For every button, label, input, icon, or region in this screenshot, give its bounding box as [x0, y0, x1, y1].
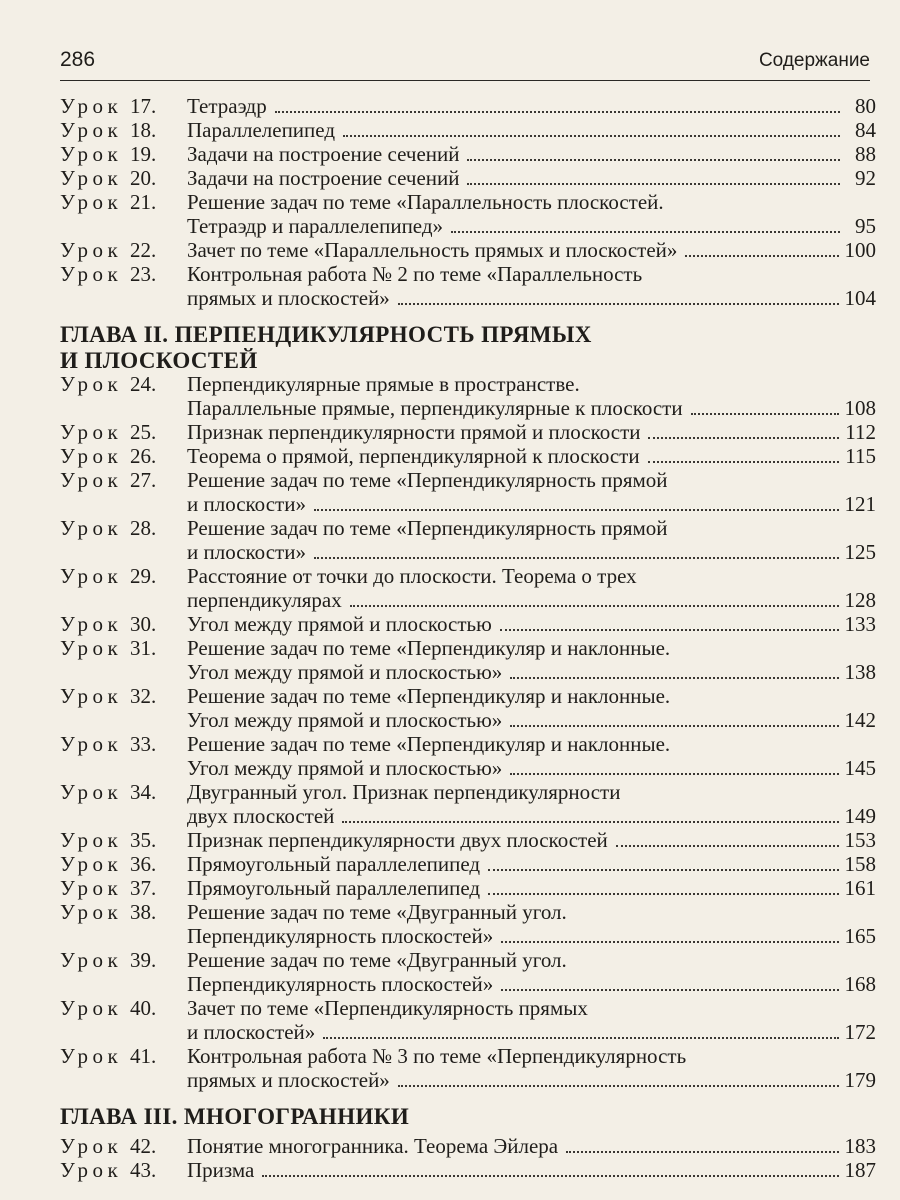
lesson-page: 179: [844, 1068, 876, 1092]
toc-entry: [60, 828, 876, 852]
lesson-title: Решение задач по теме «Двугранный угол.: [187, 948, 567, 972]
lesson-number: 27.: [130, 468, 157, 492]
lesson-label: Урок: [60, 1134, 123, 1158]
lesson-number: 23.: [130, 262, 157, 286]
lesson-page: 142: [844, 708, 876, 732]
chapter-heading-line: ГЛАВА III. МНОГОГРАННИКИ: [60, 1104, 410, 1129]
toc-entry-line: [60, 1068, 876, 1092]
toc-entry: [60, 684, 876, 732]
chapter-heading: [60, 1104, 876, 1134]
lesson-label: Урок: [60, 996, 123, 1020]
dot-leader: [691, 413, 839, 415]
lesson-number: 32.: [130, 684, 157, 708]
toc-entry-line: [60, 732, 876, 756]
lesson-number: 20.: [130, 166, 157, 190]
lesson-label: Урок: [60, 468, 123, 492]
toc-entry: [60, 996, 876, 1044]
toc-entry-line: [60, 238, 876, 262]
toc-entry: [60, 262, 876, 310]
toc-entry-line: [60, 1158, 876, 1182]
dot-leader: [314, 557, 839, 559]
toc-entry: [60, 190, 876, 238]
lesson-page: 165: [844, 924, 876, 948]
lesson-label: Урок: [60, 190, 123, 214]
toc-entry-line: [60, 852, 876, 876]
toc-entry: [60, 1134, 876, 1158]
toc-entry-line: [60, 142, 876, 166]
lesson-page: 128: [844, 588, 876, 612]
lesson-number: 21.: [130, 190, 157, 214]
toc-entry-line: [60, 516, 876, 540]
dot-leader: [398, 1085, 839, 1087]
lesson-page: 115: [845, 444, 876, 468]
lesson-title: Контрольная работа № 3 по теме «Перпендикулярность: [187, 1044, 687, 1068]
lesson-page: 133: [844, 612, 876, 636]
lesson-title: Тетраэдр: [187, 94, 267, 118]
lesson-page: 108: [844, 396, 876, 420]
lesson-title-continued: перпендикулярах: [187, 588, 342, 612]
lesson-title-continued: Перпендикулярность плоскостей»: [187, 924, 494, 948]
dot-leader: [648, 437, 839, 439]
chapter-heading: [60, 322, 876, 372]
lesson-number: 42.: [130, 1134, 157, 1158]
dot-leader: [275, 111, 840, 113]
lesson-number: 24.: [130, 372, 157, 396]
lesson-title: Решение задач по теме «Перпендикуляр и наклонные.: [187, 636, 671, 660]
lesson-title: Двугранный угол. Признак перпендикулярности: [187, 780, 621, 804]
toc-entry-line: [60, 444, 876, 468]
toc-entry-line: [60, 780, 876, 804]
dot-leader: [501, 989, 838, 991]
lesson-number: 18.: [130, 118, 157, 142]
lesson-title-continued: прямых и плоскостей»: [187, 286, 390, 310]
lesson-number: 26.: [130, 444, 157, 468]
toc-entry-line: [60, 214, 876, 238]
section-title: Содержание: [758, 50, 870, 71]
lesson-page: 149: [844, 804, 876, 828]
toc-entry: [60, 516, 876, 564]
lesson-label: Урок: [60, 780, 123, 804]
dot-leader: [343, 135, 840, 137]
dot-leader: [350, 605, 839, 607]
toc-entry-line: [60, 876, 876, 900]
lesson-title-continued: прямых и плоскостей»: [187, 1068, 390, 1092]
lesson-title: Задачи на построение сечений: [187, 166, 460, 190]
lesson-title: Теорема о прямой, перпендикулярной к плоскости: [187, 444, 640, 468]
toc-entry-line: [60, 756, 876, 780]
toc-entry: [60, 1044, 876, 1092]
lesson-page: 153: [844, 828, 876, 852]
lesson-title: Прямоугольный параллелепипед: [187, 876, 481, 900]
dot-leader: [314, 509, 839, 511]
lesson-title: Решение задач по теме «Перпендикуляр и наклонные.: [187, 732, 671, 756]
toc-entry-line: [60, 1134, 876, 1158]
toc-entry-line: [60, 262, 876, 286]
lesson-number: 35.: [130, 828, 157, 852]
toc-entry: [60, 564, 876, 612]
page-header: [60, 48, 870, 78]
lesson-page: 92: [855, 166, 876, 190]
dot-leader: [342, 821, 838, 823]
dot-leader: [566, 1151, 838, 1153]
toc-entry-line: [60, 468, 876, 492]
toc-entry: [60, 372, 876, 420]
toc-entry: [60, 238, 876, 262]
lesson-title: Решение задач по теме «Перпендикулярность прямой: [187, 516, 668, 540]
toc-entry-line: [60, 588, 876, 612]
lesson-title: Угол между прямой и плоскостью: [187, 612, 492, 636]
lesson-title: Решение задач по теме «Перпендикуляр и наклонные.: [187, 684, 671, 708]
toc-entry: [60, 732, 876, 780]
dot-leader: [510, 725, 838, 727]
lesson-page: 138: [844, 660, 876, 684]
toc-entry-line: [60, 900, 876, 924]
lesson-number: 19.: [130, 142, 157, 166]
chapter-heading-line: ГЛАВА II. ПЕРПЕНДИКУЛЯРНОСТЬ ПРЯМЫХ: [60, 322, 592, 347]
lesson-number: 31.: [130, 636, 157, 660]
lesson-label: Урок: [60, 612, 123, 636]
dot-leader: [262, 1175, 838, 1177]
dot-leader: [488, 893, 838, 895]
dot-leader: [648, 461, 840, 463]
lesson-title-continued: двух плоскостей: [187, 804, 335, 828]
lesson-title: Признак перпендикулярности двух плоскостей: [187, 828, 608, 852]
toc-entry: [60, 636, 876, 684]
lesson-label: Урок: [60, 372, 123, 396]
lesson-title-continued: Угол между прямой и плоскостью»: [187, 660, 503, 684]
dot-leader: [323, 1037, 838, 1039]
lesson-label: Урок: [60, 142, 123, 166]
lesson-label: Урок: [60, 1044, 123, 1068]
toc-entry-line: [60, 94, 876, 118]
lesson-number: 25.: [130, 420, 157, 444]
toc-entry: [60, 142, 876, 166]
lesson-label: Урок: [60, 238, 123, 262]
toc-entry: [60, 468, 876, 516]
lesson-page: 161: [844, 876, 876, 900]
lesson-number: 43.: [130, 1158, 157, 1182]
lesson-number: 34.: [130, 780, 157, 804]
lesson-label: Урок: [60, 516, 123, 540]
lesson-number: 38.: [130, 900, 157, 924]
lesson-page: 183: [844, 1134, 876, 1158]
lesson-page: 80: [855, 94, 876, 118]
lesson-number: 33.: [130, 732, 157, 756]
lesson-title-continued: и плоскости»: [187, 540, 306, 564]
dot-leader: [488, 869, 838, 871]
toc-entry-line: [60, 1020, 876, 1044]
toc-entry-line: [60, 804, 876, 828]
toc-entry-line: [60, 166, 876, 190]
toc-entry-line: [60, 420, 876, 444]
lesson-label: Урок: [60, 684, 123, 708]
lesson-label: Урок: [60, 444, 123, 468]
toc-entry-line: [60, 948, 876, 972]
toc-entry-line: [60, 972, 876, 996]
lesson-title: Призма: [187, 1158, 255, 1182]
lesson-label: Урок: [60, 1158, 123, 1182]
lesson-label: Урок: [60, 94, 123, 118]
lesson-title: Зачет по теме «Параллельность прямых и плоскостей»: [187, 238, 678, 262]
dot-leader: [510, 677, 838, 679]
toc-entry-line: [60, 660, 876, 684]
toc-entry-line: [60, 1044, 876, 1068]
toc-entry: [60, 166, 876, 190]
lesson-title-continued: Параллельные прямые, перпендикулярные к плоскости: [187, 396, 683, 420]
toc-entry-line: [60, 564, 876, 588]
lesson-page: 172: [844, 1020, 876, 1044]
lesson-page: 84: [855, 118, 876, 142]
dot-leader: [501, 941, 838, 943]
dot-leader: [616, 845, 839, 847]
toc-entry-line: [60, 636, 876, 660]
lesson-label: Урок: [60, 564, 123, 588]
lesson-number: 29.: [130, 564, 157, 588]
lesson-title: Расстояние от точки до плоскости. Теорема о трех: [187, 564, 637, 588]
lesson-title: Зачет по теме «Перпендикулярность прямых: [187, 996, 588, 1020]
lesson-number: 36.: [130, 852, 157, 876]
toc-entry: [60, 900, 876, 948]
lesson-label: Урок: [60, 948, 123, 972]
lesson-number: 41.: [130, 1044, 157, 1068]
lesson-title-continued: Угол между прямой и плоскостью»: [187, 708, 503, 732]
toc-entry: [60, 118, 876, 142]
lesson-page: 88: [855, 142, 876, 166]
lesson-label: Урок: [60, 876, 123, 900]
lesson-label: Урок: [60, 732, 123, 756]
dot-leader: [500, 629, 839, 631]
lesson-number: 22.: [130, 238, 157, 262]
toc-entry: [60, 612, 876, 636]
lesson-title: Прямоугольный параллелепипед: [187, 852, 481, 876]
toc-entry-line: [60, 492, 876, 516]
lesson-number: 40.: [130, 996, 157, 1020]
lesson-page: 95: [855, 214, 876, 238]
lesson-label: Урок: [60, 420, 123, 444]
lesson-number: 28.: [130, 516, 157, 540]
lesson-number: 39.: [130, 948, 157, 972]
lesson-title-continued: и плоскости»: [187, 492, 306, 516]
toc-entry-line: [60, 612, 876, 636]
lesson-page: 158: [844, 852, 876, 876]
lesson-label: Урок: [60, 166, 123, 190]
lesson-title: Параллелепипед: [187, 118, 336, 142]
lesson-page: 125: [844, 540, 876, 564]
toc-entry-line: [60, 996, 876, 1020]
header-rule: [60, 80, 870, 81]
lesson-title: Перпендикулярные прямые в пространстве.: [187, 372, 580, 396]
toc-entry: [60, 420, 876, 444]
page-number: 286: [60, 48, 96, 71]
lesson-label: Урок: [60, 828, 123, 852]
toc-entry-line: [60, 118, 876, 142]
lesson-title: Признак перпендикулярности прямой и плоскости: [187, 420, 641, 444]
lesson-page: 100: [844, 238, 876, 262]
lesson-page: 145: [844, 756, 876, 780]
lesson-title: Решение задач по теме «Двугранный угол.: [187, 900, 567, 924]
toc-entry-line: [60, 684, 876, 708]
toc-entry: [60, 876, 876, 900]
lesson-number: 17.: [130, 94, 157, 118]
lesson-title: Решение задач по теме «Перпендикулярность прямой: [187, 468, 668, 492]
toc-entry: [60, 948, 876, 996]
lesson-title: Понятие многогранника. Теорема Эйлера: [187, 1134, 559, 1158]
lesson-label: Урок: [60, 852, 123, 876]
toc-entry-line: [60, 828, 876, 852]
toc-entry-line: [60, 372, 876, 396]
chapter-heading-line: И ПЛОСКОСТЕЙ: [60, 348, 258, 373]
lesson-title-continued: и плоскостей»: [187, 1020, 316, 1044]
lesson-label: Урок: [60, 262, 123, 286]
toc-entry-line: [60, 286, 876, 310]
lesson-title: Решение задач по теме «Параллельность плоскостей.: [187, 190, 664, 214]
lesson-page: 121: [844, 492, 876, 516]
lesson-page: 187: [844, 1158, 876, 1182]
dot-leader: [510, 773, 838, 775]
lesson-page: 104: [844, 286, 876, 310]
lesson-label: Урок: [60, 118, 123, 142]
dot-leader: [467, 183, 840, 185]
toc-entry: [60, 852, 876, 876]
lesson-label: Урок: [60, 900, 123, 924]
lesson-title-continued: Перпендикулярность плоскостей»: [187, 972, 494, 996]
toc-entry: [60, 1158, 876, 1182]
dot-leader: [685, 255, 838, 257]
lesson-page: 112: [845, 420, 876, 444]
lesson-title: Задачи на построение сечений: [187, 142, 460, 166]
toc-entry-line: [60, 540, 876, 564]
toc-entry-line: [60, 396, 876, 420]
toc-entry: [60, 780, 876, 828]
lesson-page: 168: [844, 972, 876, 996]
toc-entry-line: [60, 708, 876, 732]
toc-entry: [60, 444, 876, 468]
toc-entry-line: [60, 190, 876, 214]
dot-leader: [451, 231, 840, 233]
lesson-label: Урок: [60, 636, 123, 660]
lesson-number: 30.: [130, 612, 157, 636]
lesson-number: 37.: [130, 876, 157, 900]
lesson-title-continued: Угол между прямой и плоскостью»: [187, 756, 503, 780]
table-of-contents: [60, 94, 876, 1182]
dot-leader: [398, 303, 839, 305]
toc-entry: [60, 94, 876, 118]
dot-leader: [467, 159, 840, 161]
toc-entry-line: [60, 924, 876, 948]
lesson-title-continued: Тетраэдр и параллелепипед»: [187, 214, 444, 238]
lesson-title: Контрольная работа № 2 по теме «Параллельность: [187, 262, 643, 286]
